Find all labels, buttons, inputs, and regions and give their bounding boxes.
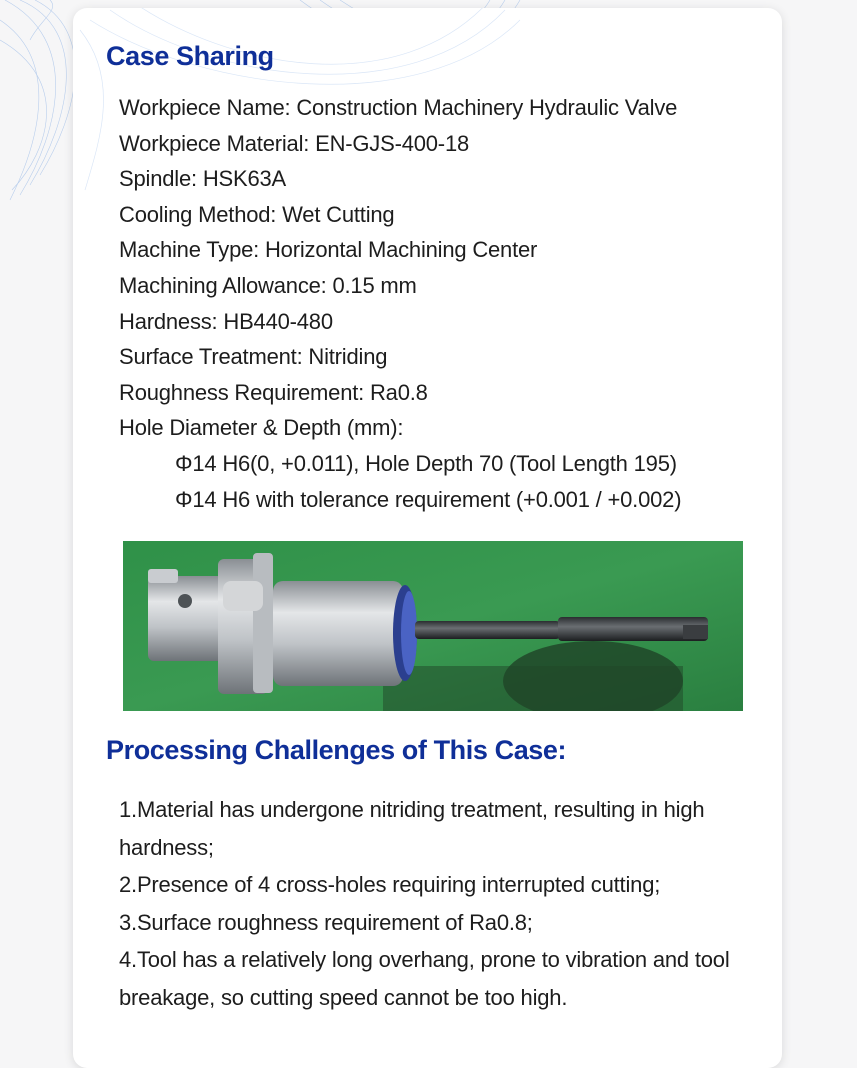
spec-cooling-method: Cooling Method: Wet Cutting	[119, 201, 395, 227]
tool-holder-photo	[123, 541, 743, 711]
spec-hole-diameter-depth: Hole Diameter & Depth (mm):	[119, 415, 404, 441]
spec-machining-allowance: Machining Allowance: 0.15 mm	[119, 272, 417, 298]
spec-workpiece-name: Workpiece Name: Construction Machinery Hydraulic Valve	[119, 95, 678, 120]
spec-hole-tolerance-1: Φ14 H6(0, +0.011), Hole Depth 70 (Tool Length 195)	[175, 450, 677, 476]
spec-roughness-requirement: Roughness Requirement: Ra0.8	[119, 379, 428, 405]
case-card	[73, 8, 782, 1068]
challenge-item: 3.Surface roughness requirement of Ra0.8;	[119, 909, 533, 935]
challenges-list	[119, 791, 759, 1016]
challenge-item: 4.Tool has a relatively long overhang, prone to vibration and tool breakage, so cutting speed cannot be too high.	[119, 947, 730, 1010]
tool-holder-illustration	[123, 541, 743, 711]
challenge-item: 2.Presence of 4 cross-holes requiring interrupted cutting;	[119, 872, 661, 897]
spec-spindle: Spindle: HSK63A	[119, 166, 286, 192]
spec-machine-type: Machine Type: Horizontal Machining Center	[119, 237, 538, 263]
challenges-title: Processing Challenges of This Case:	[106, 735, 567, 765]
workpiece-spec-list	[119, 90, 681, 517]
spec-hole-tolerance-2: Φ14 H6 with tolerance requirement (+0.001 / +0.002)	[175, 486, 682, 512]
case-sharing-title: Case Sharing	[106, 41, 274, 71]
spec-surface-treatment: Surface Treatment: Nitriding	[119, 344, 388, 370]
challenge-item: 1.Material has undergone nitriding treatment, resulting in high hardness;	[119, 797, 705, 860]
spec-workpiece-material: Workpiece Material: EN-GJS-400-18	[119, 130, 470, 156]
spec-hardness: Hardness: HB440-480	[119, 308, 333, 334]
